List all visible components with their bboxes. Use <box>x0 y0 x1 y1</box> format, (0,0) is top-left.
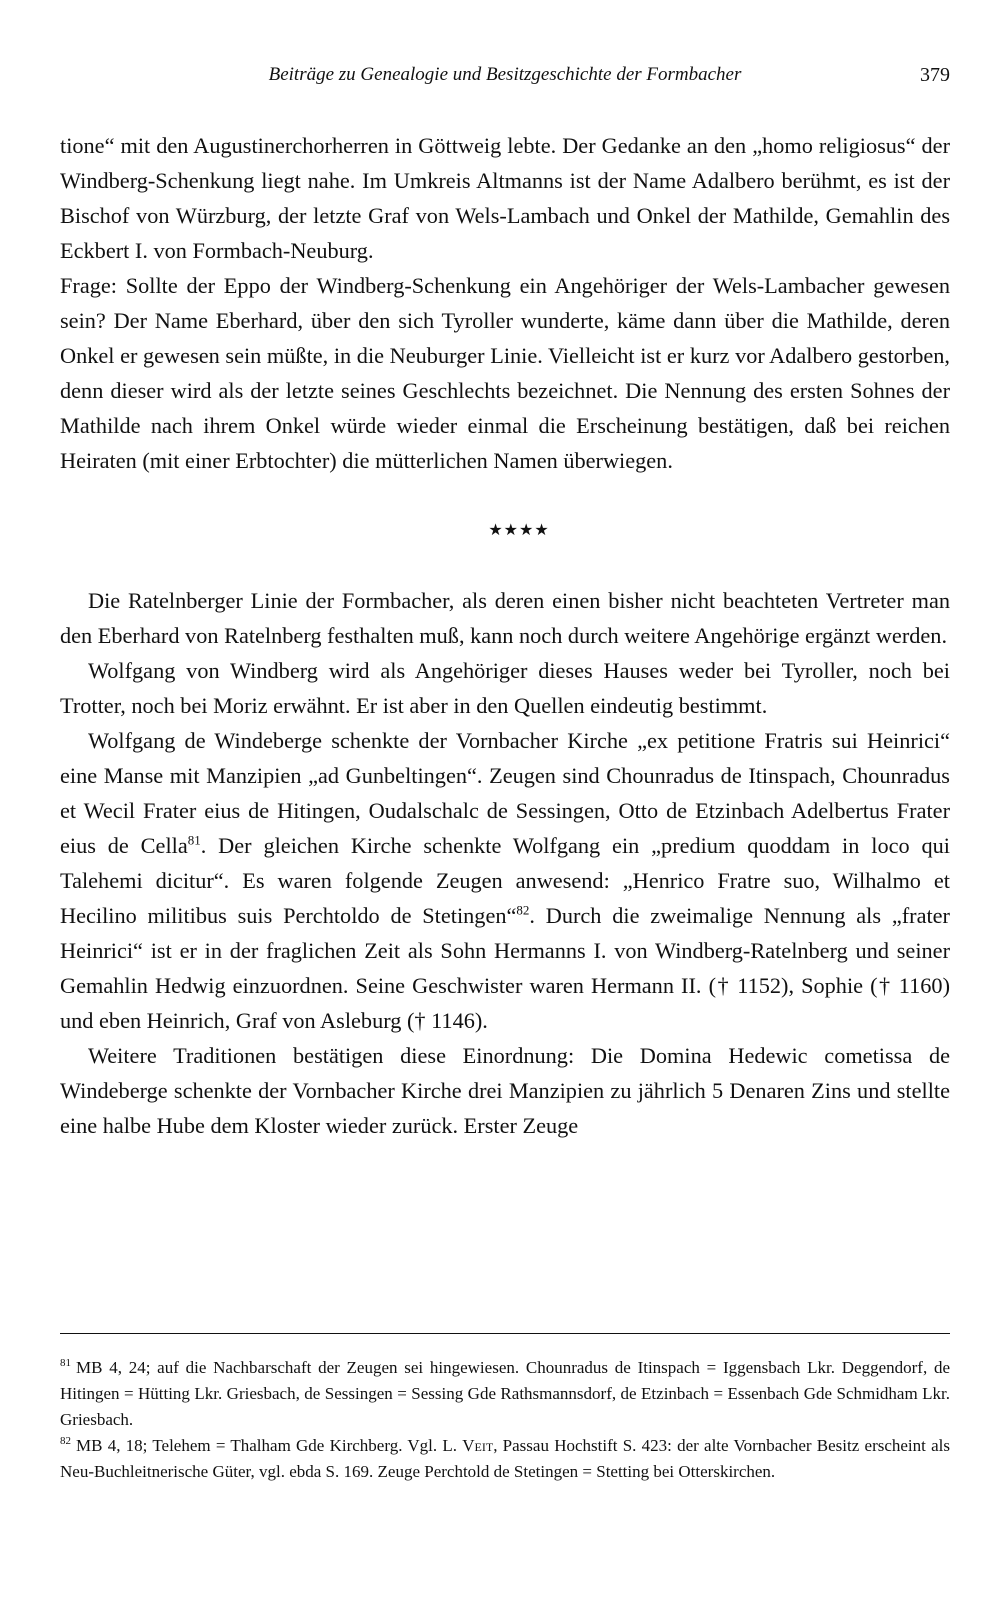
body-text <box>60 128 950 1143</box>
footnote-mark: 82 <box>60 1435 71 1448</box>
footnote-text: MB 4, 18; Telehem = Thalham Gde Kirchberg. Vgl. L. <box>76 1436 457 1455</box>
paragraph-5-text-a: Wolfgang de Windeberge schenkte der Vornbacher Kirche „ex petitione Fratris sui Heinrici“ eine Manse mit Manzipien „ad Gunbeltingen“. Zeugen sind Chounradus de Itinspach, Chounradus et Wecil Frater eius de Hitingen, Oudalschalc de Sessingen, Otto de Etzinbach Adelbertus Frater eius de Cella <box>60 728 950 858</box>
footnote-author: Veit <box>462 1436 494 1455</box>
paragraph-5-text-c: . Durch die zweimalige Nennung als „frater Heinrici“ ist er in der fraglichen Zeit als Sohn Hermanns I. von Windberg-Ratelnberg und seiner Gemahlin Hedwig einzuordnen. Seine Geschwister waren Hermann II. († 1152), Sophie († 1160) und eben Heinrich, Graf von Asleburg († 1146). <box>60 903 950 1033</box>
footnote-ref-81[interactable]: 81 <box>187 832 201 848</box>
footnote-text-cont: , Passau Hochstift S. 423: der alte Vornbacher Besitz erscheint als Neu-Buchleitnerische Güter, vgl. ebda S. 169. Zeuge Perchtold de Stetingen = Stetting bei Otterskirchen. <box>60 1436 951 1481</box>
paragraph-6: Weitere Traditionen bestätigen diese Einordnung: Die Domina Hedewic cometissa de Windeberge schenkte der Vornbacher Kirche drei Manzipien zu jährlich 5 Denaren Zins und stellte eine halbe Hube dem Kloster wieder zurück. Erster Zeuge <box>60 1043 950 1138</box>
paragraph-1: tione“ mit den Augustinerchorherren in Göttweig lebte. Der Gedanke an den „homo religiosus“ der Windberg-Schenkung liegt nahe. Im Umkreis Altmanns ist der Name Adalbero berühmt, es ist der Bischof von Würzburg, der letzte Graf von Wels-Lambach und Onkel der Mathilde, Gemahlin des Eckbert I. von Formbach-Neuburg. <box>60 133 950 263</box>
footnote-81 <box>60 1355 950 1433</box>
paragraph-2: Frage: Sollte der Eppo der Windberg-Schenkung ein Angehöriger der Wels-Lambacher gewesen sein? Der Name Eberhard, über den sich Tyroller wunderte, käme dann über die Mathilde, deren Onkel er gewesen sein müßte, in die Neuburger Linie. Vielleicht ist er kurz vor Adalbero gestorben, denn dieser wird als der letzte seines Geschlechts bezeichnet. Die Nennung des ersten Sohnes der Mathilde nach ihrem Onkel würde wieder einmal die Erscheinung bestätigen, daß bei reichen Heiraten (mit einer Erbtochter) die mütterlichen Namen überwiegen. <box>60 273 950 473</box>
paragraph-5 <box>60 723 950 1038</box>
section-separator: ★★★★ <box>488 522 550 539</box>
paragraph-5-text-b: . Der gleichen Kirche schenkte Wolfgang ein „predium quoddam in loco qui Talehemi dicitur“. Es waren folgende Zeugen anwesend: „Henrico Fratre suo, Wilhalmo et Hecilino militibus suis Perchtoldo de Stetingen“ <box>60 833 950 928</box>
footnote-text: MB 4, 24; auf die Nachbarschaft der Zeugen sei hingewiesen. Chounradus de Itinspach = Iggensbach Lkr. Deggendorf, de Hitingen = Hütting Lkr. Griesbach, de Sessingen = Sessing Gde Rathsmannsdorf, de Etzinbach = Essenbach Gde Schmidham Lkr. Griesbach. <box>60 1358 950 1429</box>
running-header <box>60 64 950 94</box>
paragraph-4: Wolfgang von Windberg wird als Angehöriger dieses Hauses weder bei Tyroller, noch bei Trotter, noch bei Moriz erwähnt. Er ist aber in den Quellen eindeutig bestimmt. <box>60 658 950 718</box>
footnote-ref-82[interactable]: 82 <box>516 902 530 918</box>
footnote-divider <box>60 1333 950 1334</box>
footnote-mark: 81 <box>60 1357 71 1370</box>
page-number: 379 <box>920 64 950 86</box>
paragraph-3: Die Ratelnberger Linie der Formbacher, als deren einen bisher nicht beachteten Vertreter man den Eberhard von Ratelnberg festhalten muß, kann noch durch weitere Angehörige ergänzt werden. <box>60 588 950 648</box>
footnote-82 <box>60 1433 950 1485</box>
footnotes <box>60 1355 950 1485</box>
running-title: Beiträge zu Genealogie und Besitzgeschichte der Formbacher <box>268 64 742 85</box>
